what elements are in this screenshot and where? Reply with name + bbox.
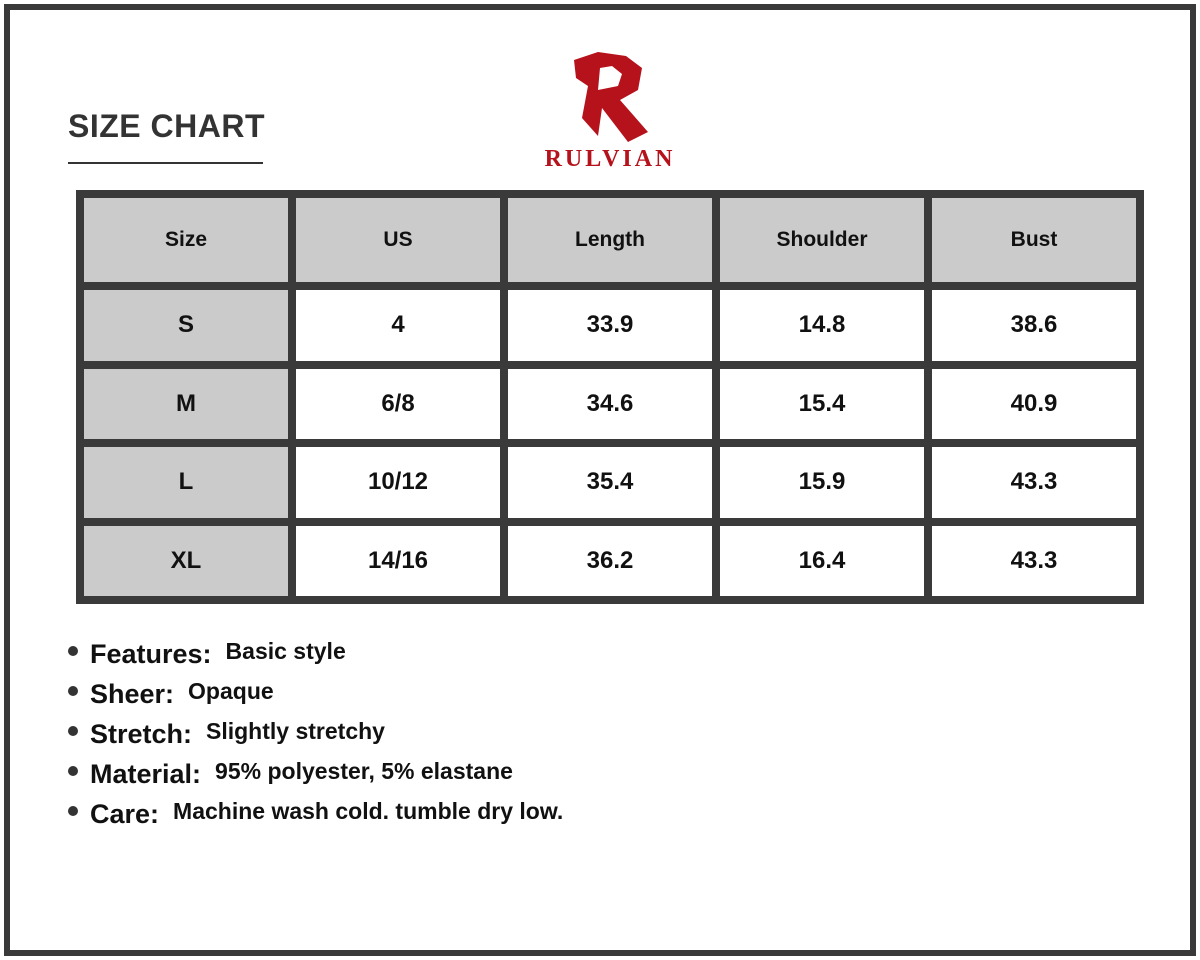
feature-value: Machine wash cold. tumble dry low. xyxy=(173,797,564,824)
table-row xyxy=(84,526,1136,597)
feature-label: Sheer: xyxy=(90,678,175,709)
feature-value: Opaque xyxy=(188,677,274,704)
title-underline xyxy=(68,162,263,164)
feature-value: Basic style xyxy=(225,637,346,664)
page-title: SIZE CHART xyxy=(68,108,265,144)
us-cell: 4 xyxy=(296,290,500,361)
bust-cell: 40.9 xyxy=(932,369,1136,440)
header-size: Size xyxy=(84,198,288,282)
header-bust: Bust xyxy=(932,198,1136,282)
shoulder-cell: 14.8 xyxy=(720,290,924,361)
length-cell: 33.9 xyxy=(508,290,712,361)
size-cell: M xyxy=(84,369,288,440)
brand-logo xyxy=(528,50,692,180)
size-chart-table xyxy=(76,190,1144,604)
table-header-row xyxy=(84,198,1136,282)
feature-label: Stretch: xyxy=(90,718,193,749)
feature-label: Care: xyxy=(90,798,160,829)
header-shoulder: Shoulder xyxy=(720,198,924,282)
product-features-list xyxy=(68,634,563,834)
feature-label: Material: xyxy=(90,758,202,789)
shoulder-cell: 15.9 xyxy=(720,447,924,518)
header-us: US xyxy=(296,198,500,282)
bullet-icon xyxy=(68,766,78,776)
bullet-icon xyxy=(68,726,78,736)
brand-name: RULVIAN xyxy=(544,146,676,172)
table-row xyxy=(84,290,1136,361)
list-item xyxy=(68,754,563,794)
shoulder-cell: 16.4 xyxy=(720,526,924,597)
header-length: Length xyxy=(508,198,712,282)
size-cell: S xyxy=(84,290,288,361)
table-row xyxy=(84,447,1136,518)
us-cell: 14/16 xyxy=(296,526,500,597)
length-cell: 34.6 xyxy=(508,369,712,440)
us-cell: 10/12 xyxy=(296,447,500,518)
list-item xyxy=(68,794,563,834)
bust-cell: 43.3 xyxy=(932,526,1136,597)
bust-cell: 38.6 xyxy=(932,290,1136,361)
list-item xyxy=(68,634,563,674)
shoulder-cell: 15.4 xyxy=(720,369,924,440)
feature-value: Slightly stretchy xyxy=(206,717,385,744)
feature-label: Features: xyxy=(90,638,212,669)
length-cell: 36.2 xyxy=(508,526,712,597)
us-cell: 6/8 xyxy=(296,369,500,440)
table-row xyxy=(84,369,1136,440)
length-cell: 35.4 xyxy=(508,447,712,518)
size-cell: L xyxy=(84,447,288,518)
bullet-icon xyxy=(68,646,78,656)
list-item xyxy=(68,674,563,714)
brand-r-logo-icon xyxy=(568,50,652,146)
feature-value: 95% polyester, 5% elastane xyxy=(215,757,513,784)
list-item xyxy=(68,714,563,754)
bullet-icon xyxy=(68,806,78,816)
page-frame xyxy=(4,4,1196,956)
bust-cell: 43.3 xyxy=(932,447,1136,518)
size-cell: XL xyxy=(84,526,288,597)
bullet-icon xyxy=(68,686,78,696)
